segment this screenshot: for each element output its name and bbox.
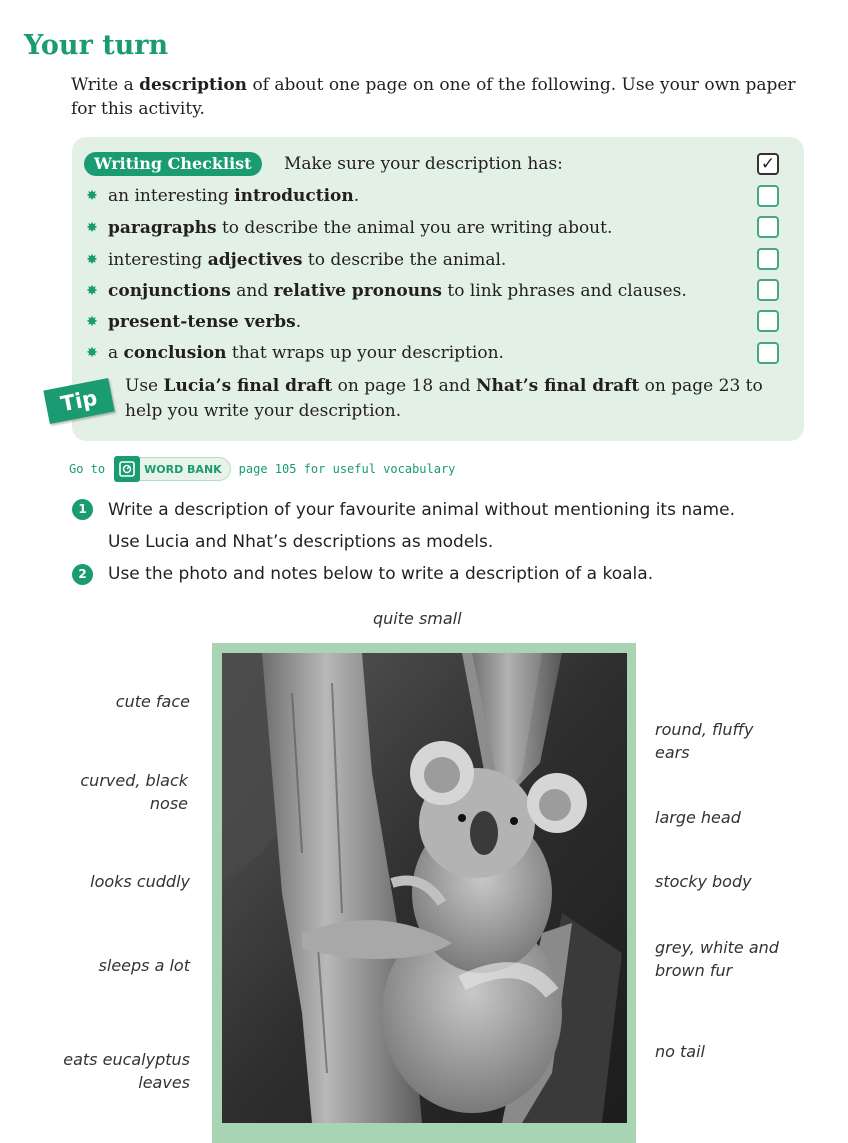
note-right-5: no tail — [655, 1042, 705, 1061]
note-top: quite small — [373, 609, 462, 628]
checklist-item-text: present-tense verbs. — [108, 312, 302, 332]
checklist-item-text: interesting adjectives to describe the animal. — [108, 250, 507, 270]
bullet-icon: ✸ — [86, 220, 98, 236]
task-number-2: 2 — [72, 564, 93, 585]
tip-badge: Tip — [43, 378, 114, 424]
note-left-5: eats eucalyptus leaves — [63, 1050, 190, 1092]
checklist-checkbox[interactable] — [757, 185, 779, 207]
checklist-checkbox[interactable] — [757, 248, 779, 270]
note-right-1: round, fluffy ears — [655, 720, 754, 762]
note-left-3: looks cuddly — [90, 872, 190, 891]
checklist-checkbox[interactable] — [757, 279, 779, 301]
checklist-item-text: conjunctions and relative pronouns to link phrases and clauses. — [108, 281, 687, 301]
koala-photo — [222, 653, 627, 1123]
checklist-checkbox[interactable] — [757, 342, 779, 364]
checklist-item-text: an interesting introduction. — [108, 186, 360, 206]
checklist-checkbox[interactable] — [757, 216, 779, 238]
task-1-line-1: Write a description of your favourite animal without mentioning its name. — [108, 500, 735, 520]
checklist-item-text: paragraphs to describe the animal you are writing about. — [108, 218, 613, 238]
checklist-item — [84, 341, 784, 369]
bullet-icon: ✸ — [86, 188, 98, 204]
task-1-line-2: Use Lucia and Nhat’s descriptions as models. — [108, 532, 494, 552]
checklist-item — [84, 248, 784, 276]
checklist-item — [84, 184, 784, 212]
note-left-1: cute face — [115, 692, 190, 711]
note-right-4: grey, white and brown fur — [655, 938, 779, 980]
page-heading: Your turn — [24, 30, 169, 61]
checklist-instruction: Make sure your description has: — [284, 154, 563, 174]
bullet-icon: ✸ — [86, 314, 98, 330]
koala-photo-frame — [212, 643, 636, 1143]
bullet-icon: ✸ — [86, 252, 98, 268]
checklist-header-checkbox[interactable]: ✓ — [757, 153, 779, 175]
tip-text: Use Lucia’s final draft on page 18 and Nhat’s final draft on page 23 to help you write your description. — [125, 376, 763, 421]
checklist-item — [84, 216, 784, 244]
checklist-checkbox[interactable] — [757, 310, 779, 332]
word-bank-reference — [69, 456, 455, 482]
task-number-1: 1 — [72, 499, 93, 520]
word-bank-prefix: Go to — [69, 462, 106, 476]
bullet-icon: ✸ — [86, 283, 98, 299]
note-left-2: curved, black nose — [80, 771, 188, 813]
checklist-item-text: a conclusion that wraps up your description. — [108, 343, 504, 363]
note-right-3: stocky body — [655, 872, 752, 891]
word-bank-link[interactable] — [115, 457, 231, 481]
intro-paragraph: Write a description of about one page on one of the following. Use your own paper for this activity. — [71, 75, 796, 119]
word-bank-icon — [114, 456, 140, 482]
task-2-line-1: Use the photo and notes below to write a description of a koala. — [108, 564, 654, 584]
writing-checklist-title: Writing Checklist — [84, 152, 262, 176]
note-left-4: sleeps a lot — [98, 956, 190, 975]
word-bank-suffix: page 105 for useful vocabulary — [238, 462, 456, 476]
word-bank-label: WORD BANK — [144, 462, 222, 476]
bullet-icon: ✸ — [86, 345, 98, 361]
checklist-item — [84, 279, 784, 307]
note-right-2: large head — [655, 808, 741, 827]
checklist-item — [84, 310, 784, 338]
